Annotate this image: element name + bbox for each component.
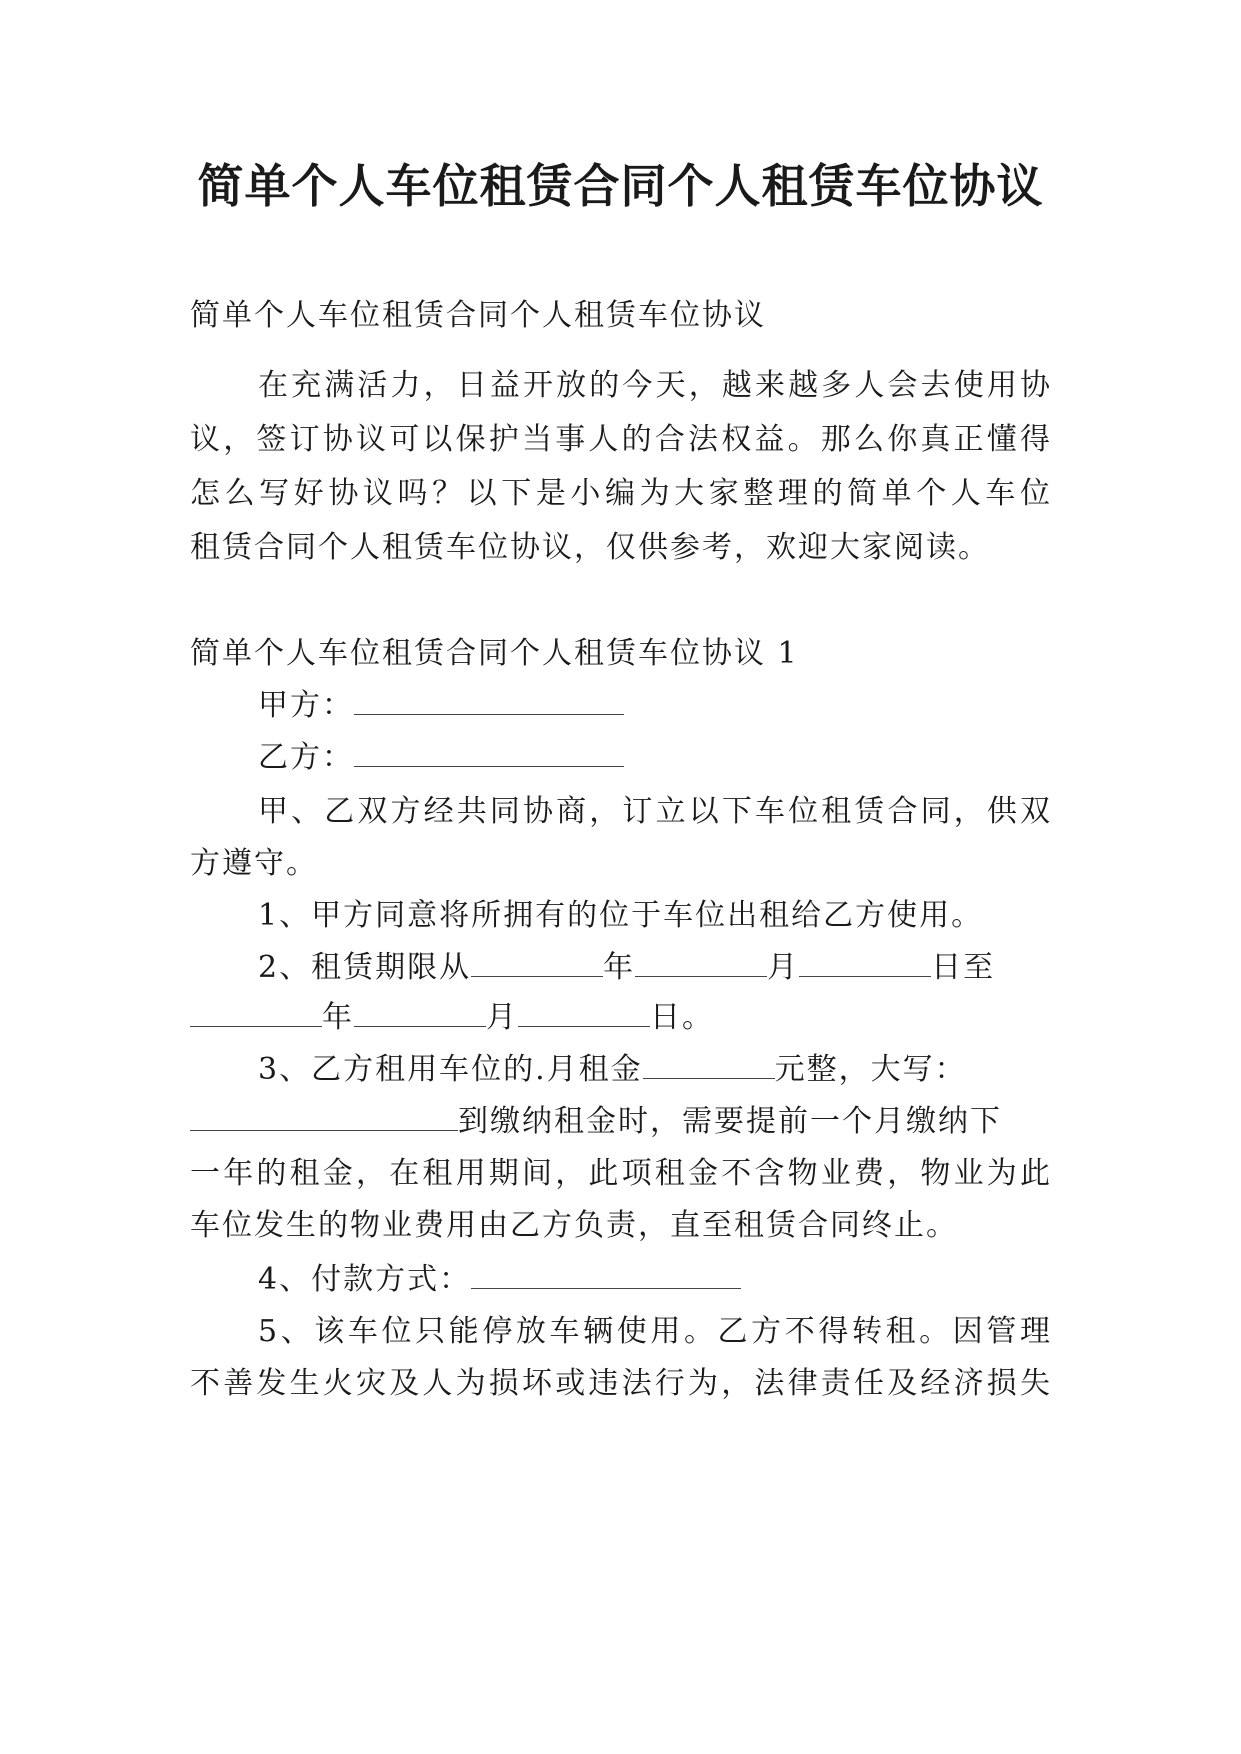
agreement-line-2: 方遵守。 xyxy=(190,846,318,881)
start-day-label: 日至 xyxy=(931,950,996,985)
payment-method-blank xyxy=(471,1260,741,1289)
clause-2-line-1 xyxy=(258,948,1052,988)
party-b-line xyxy=(258,738,1120,778)
end-day-blank xyxy=(518,998,650,1027)
clause-3-line-3: 一年的租金，在租用期间，此项租金不含物业费，物业为此 xyxy=(190,1156,1052,1191)
intro-line-2: 议，签订协议可以保护当事人的合法权益。那么你真正懂得 xyxy=(190,422,1052,457)
intro-line-3: 怎么写好协议吗？以下是小编为大家整理的简单个人车位 xyxy=(190,476,1052,511)
clause-2-line-2 xyxy=(190,998,1052,1038)
party-a-blank xyxy=(354,686,624,715)
document-title: 简单个人车位租赁合同个人租赁车位协议 xyxy=(197,159,1044,213)
rent-in-words-blank xyxy=(190,1102,458,1131)
clause-3-prefix: 3、乙方租用车位的.月租金 xyxy=(258,1052,643,1087)
end-day-label: 日。 xyxy=(650,1000,714,1035)
party-a-label: 甲方： xyxy=(258,688,354,723)
clause-5-line-2: 不善发生火灾及人为损坏或违法行为，法律责任及经济损失 xyxy=(190,1366,1052,1401)
end-month-label: 月 xyxy=(486,1000,518,1035)
clause-3-line-2-text: 到缴纳租金时，需要提前一个月缴纳下 xyxy=(458,1104,1002,1139)
clause-2-prefix: 2、租赁期限从 xyxy=(258,950,472,985)
clause-3-line-4: 车位发生的物业费用由乙方负责，直至租赁合同终止。 xyxy=(190,1208,958,1243)
party-b-label: 乙方： xyxy=(258,740,354,775)
clause-3-line-2 xyxy=(190,1102,1052,1142)
clause-3-line-1 xyxy=(258,1050,1052,1090)
start-year-blank xyxy=(471,948,603,977)
end-year-blank xyxy=(190,998,322,1027)
start-day-blank xyxy=(799,948,931,977)
document-subtitle: 简单个人车位租赁合同个人租赁车位协议 xyxy=(190,298,766,333)
party-b-blank xyxy=(354,738,624,767)
start-month-label: 月 xyxy=(767,950,800,985)
end-year-label: 年 xyxy=(322,1000,354,1035)
intro-line-4: 租赁合同个人租赁车位协议，仅供参考，欢迎大家阅读。 xyxy=(190,530,990,565)
intro-line-1: 在充满活力，日益开放的今天，越来越多人会去使用协 xyxy=(258,368,1052,403)
end-month-blank xyxy=(354,998,486,1027)
clause-3-yuan: 元整，大写： xyxy=(774,1052,967,1087)
clause-5-line-1: 5、该车位只能停放车辆使用。乙方不得转租。因管理 xyxy=(258,1314,1052,1349)
monthly-rent-blank xyxy=(643,1050,775,1079)
start-month-blank xyxy=(635,948,767,977)
clause-4-label: 4、付款方式： xyxy=(258,1262,472,1297)
agreement-line-1: 甲、乙双方经共同协商，订立以下车位租赁合同，供双 xyxy=(258,794,1052,829)
start-year-label: 年 xyxy=(603,950,636,985)
party-a-line xyxy=(258,686,1120,726)
clause-1: 1、甲方同意将所拥有的位于车位出租给乙方使用。 xyxy=(258,898,984,933)
section-heading: 简单个人车位租赁合同个人租赁车位协议 1 xyxy=(190,636,799,671)
clause-4-line xyxy=(258,1260,1120,1300)
